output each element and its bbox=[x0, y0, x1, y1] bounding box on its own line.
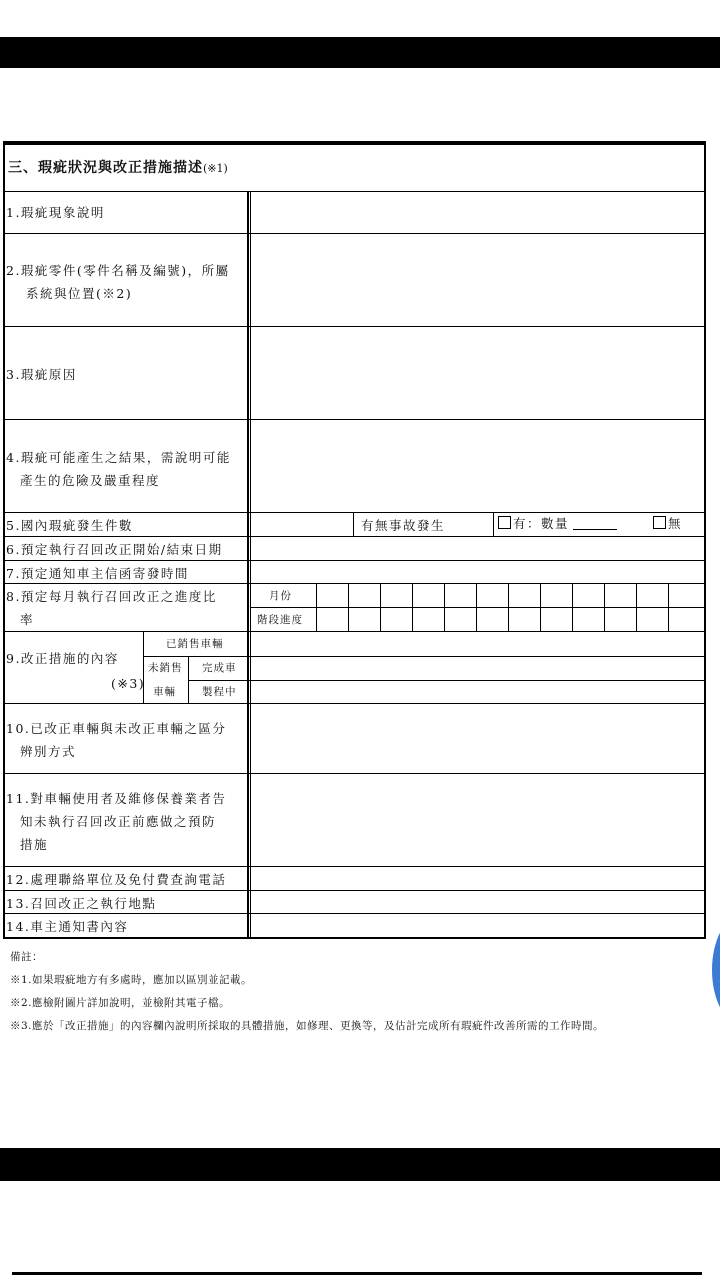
row-7-label: 7.預定通知車主信函寄發時間 bbox=[6, 566, 189, 581]
row-5-label: 5.國內瑕疵發生件數 bbox=[6, 518, 133, 533]
accident-no-option[interactable]: 無 bbox=[653, 516, 682, 531]
remarks-section bbox=[10, 946, 715, 1038]
yes-checkbox[interactable] bbox=[498, 516, 511, 529]
row-4-input[interactable] bbox=[252, 420, 703, 512]
row-1-input[interactable] bbox=[252, 192, 703, 233]
row-1-label: 1.瑕疵現象說明 bbox=[6, 205, 105, 220]
row-4-label: 4.瑕疵可能產生之結果，需說明可能 產生的危險及嚴重程度 bbox=[6, 450, 231, 488]
row-6-label: 6.預定執行召回改正開始/結束日期 bbox=[6, 542, 223, 557]
section-title: 三、瑕疵狀況與改正措施描述(※1) bbox=[8, 160, 228, 176]
row-8-label: 8.預定每月執行召回改正之進度比 率 bbox=[6, 589, 217, 627]
no-checkbox[interactable] bbox=[653, 516, 666, 529]
row-3-label: 3.瑕疵原因 bbox=[6, 367, 77, 382]
row-13-label: 13.召回改正之執行地點 bbox=[6, 896, 157, 911]
row-11-input[interactable] bbox=[252, 774, 703, 866]
row-9-label: 9.改正措施的內容 bbox=[6, 651, 119, 666]
remark-3: ※3.應於「改正措施」的內容欄內說明所採取的具體措施，如修理、更換等，及估計完成所有瑕疵件改善所需的工作時間。 bbox=[10, 1020, 605, 1032]
bottom-line bbox=[12, 1272, 702, 1275]
row-2-label: 2.瑕疵零件(零件名稱及編號)，所屬 系統與位置(※2) bbox=[6, 263, 230, 301]
row-14-label: 14.車主通知書內容 bbox=[6, 919, 129, 934]
finished-vehicle-label: 完成車 bbox=[202, 662, 237, 674]
row-10-input[interactable] bbox=[252, 704, 703, 773]
row-3-input[interactable] bbox=[252, 327, 703, 419]
row-10-label: 10.已改正車輛與未改正車輛之區分 辨別方式 bbox=[6, 721, 227, 759]
defect-description-form bbox=[3, 141, 706, 939]
row-12-label: 12.處理聯絡單位及免付費查詢電話 bbox=[6, 872, 227, 887]
quantity-blank[interactable] bbox=[573, 518, 617, 530]
row-11-label: 11.對車輛使用者及維修保養業者告 知未執行召回改正前應做之預防 措施 bbox=[6, 791, 227, 852]
top-black-bar bbox=[0, 37, 720, 68]
unsold-label-1: 未銷售 bbox=[148, 662, 183, 674]
sold-vehicles-label: 已銷售車輛 bbox=[166, 638, 224, 650]
remark-1: ※1.如果瑕疵地方有多處時，應加以區別並記載。 bbox=[10, 974, 253, 986]
remark-2: ※2.應檢附圖片詳加說明，並檢附其電子檔。 bbox=[10, 997, 231, 1009]
unsold-label-2: 車輛 bbox=[153, 686, 176, 698]
bottom-black-bar bbox=[0, 1148, 720, 1181]
progress-label: 階段進度 bbox=[257, 614, 303, 626]
in-production-label: 製程中 bbox=[202, 686, 237, 698]
row-9-note: (※3) bbox=[111, 676, 146, 691]
row-2-input[interactable] bbox=[252, 234, 703, 326]
accident-yes-option[interactable]: 有：數量 bbox=[498, 516, 617, 531]
remarks-title: 備註： bbox=[10, 951, 43, 963]
month-label: 月份 bbox=[269, 590, 292, 602]
accident-label: 有無事故發生 bbox=[361, 518, 446, 533]
